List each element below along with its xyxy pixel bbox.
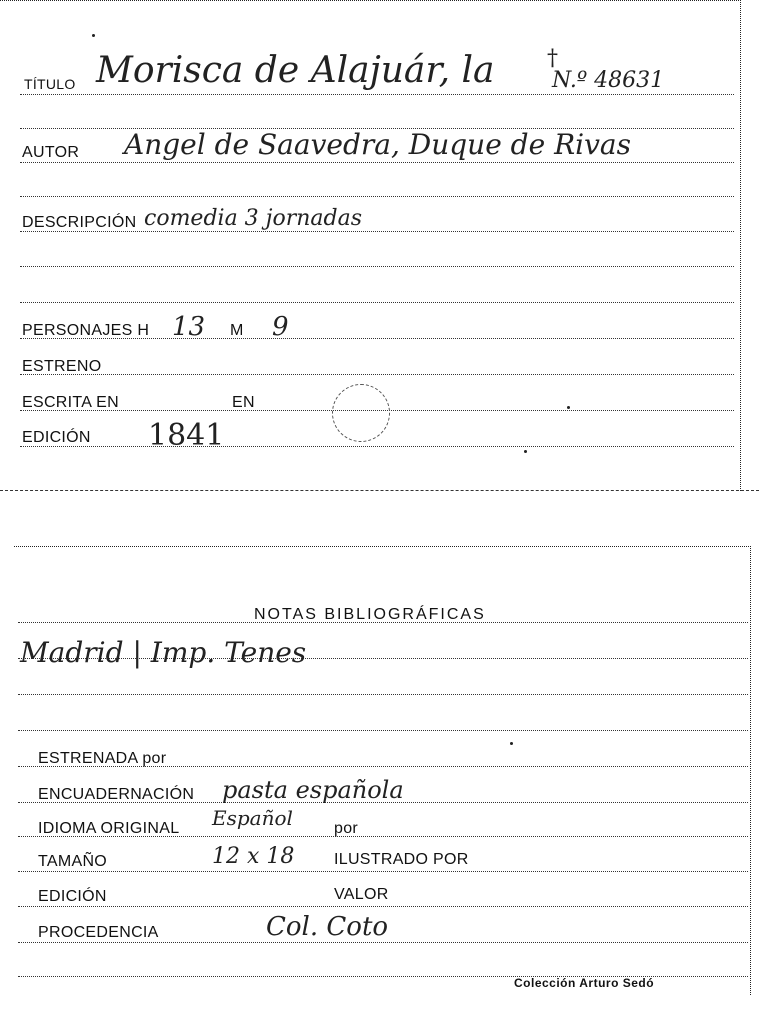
number-value: N.º 48631 bbox=[552, 68, 665, 93]
titulo-value: Morisca de Alajuár, la bbox=[96, 50, 495, 91]
rule-estreno bbox=[20, 374, 734, 375]
faint-stamp bbox=[332, 384, 390, 442]
rule-tamano bbox=[18, 871, 748, 872]
speck bbox=[92, 34, 95, 37]
tamano-label: TAMAÑO bbox=[38, 853, 108, 870]
tamano-value: 12 x 18 bbox=[212, 844, 295, 869]
rule-6 bbox=[20, 266, 734, 267]
procedencia-value: Col. Coto bbox=[266, 912, 389, 942]
personajes-m-value: 9 bbox=[272, 312, 289, 342]
ilustrado-label: ILUSTRADO POR bbox=[334, 851, 469, 868]
escrita-en-label: EN bbox=[232, 394, 255, 411]
rule-4 bbox=[20, 196, 734, 197]
estrenada-label: ESTRENADA por bbox=[38, 750, 167, 767]
number-mark: † bbox=[547, 46, 558, 71]
edicion-label: EDICIÓN bbox=[22, 429, 91, 446]
personajes-label: PERSONAJES H bbox=[22, 322, 150, 339]
rule-edicion-b bbox=[18, 906, 748, 907]
notas-heading: NOTAS BIBLIOGRÁFICAS bbox=[254, 606, 486, 623]
collection-footer: Colección Arturo Sedó bbox=[514, 976, 655, 990]
valor-label: VALOR bbox=[334, 886, 389, 903]
edicion-b-label: EDICIÓN bbox=[38, 888, 107, 905]
autor-value: Angel de Saavedra, Duque de Rivas bbox=[124, 128, 631, 161]
speck bbox=[510, 742, 513, 745]
encuadernacion-label: ENCUADERNACIÓN bbox=[38, 786, 195, 803]
rule-7 bbox=[20, 302, 734, 303]
idioma-label: IDIOMA ORIGINAL bbox=[38, 820, 180, 837]
autor-label: AUTOR bbox=[22, 144, 80, 161]
titulo-label: TÍTULO bbox=[24, 76, 76, 92]
procedencia-label: PROCEDENCIA bbox=[38, 924, 159, 941]
rule-procedencia bbox=[18, 942, 748, 943]
edicion-value: 1841 bbox=[148, 418, 225, 453]
rule-edicion bbox=[20, 446, 734, 447]
personajes-h-value: 13 bbox=[172, 312, 206, 342]
descripcion-label: DESCRIPCIÓN bbox=[22, 214, 137, 231]
speck bbox=[567, 406, 570, 409]
card-separator bbox=[0, 490, 759, 491]
estreno-label: ESTRENO bbox=[22, 358, 102, 375]
rule-b3 bbox=[18, 694, 748, 695]
descripcion-value: comedia 3 jornadas bbox=[144, 206, 363, 231]
rule-autor bbox=[20, 162, 734, 163]
rule-b1 bbox=[18, 622, 748, 623]
encuadernacion-value: pasta española bbox=[222, 776, 404, 804]
personajes-m-label: M bbox=[230, 322, 244, 339]
escrita-label: ESCRITA EN bbox=[22, 394, 119, 411]
speck bbox=[524, 450, 527, 453]
idioma-value: Español bbox=[212, 806, 293, 830]
idioma-por-label: por bbox=[334, 820, 359, 837]
rule-titulo bbox=[20, 94, 734, 95]
rule-b4 bbox=[18, 730, 748, 731]
notas-value: Madrid | Imp. Tenes bbox=[20, 636, 307, 669]
